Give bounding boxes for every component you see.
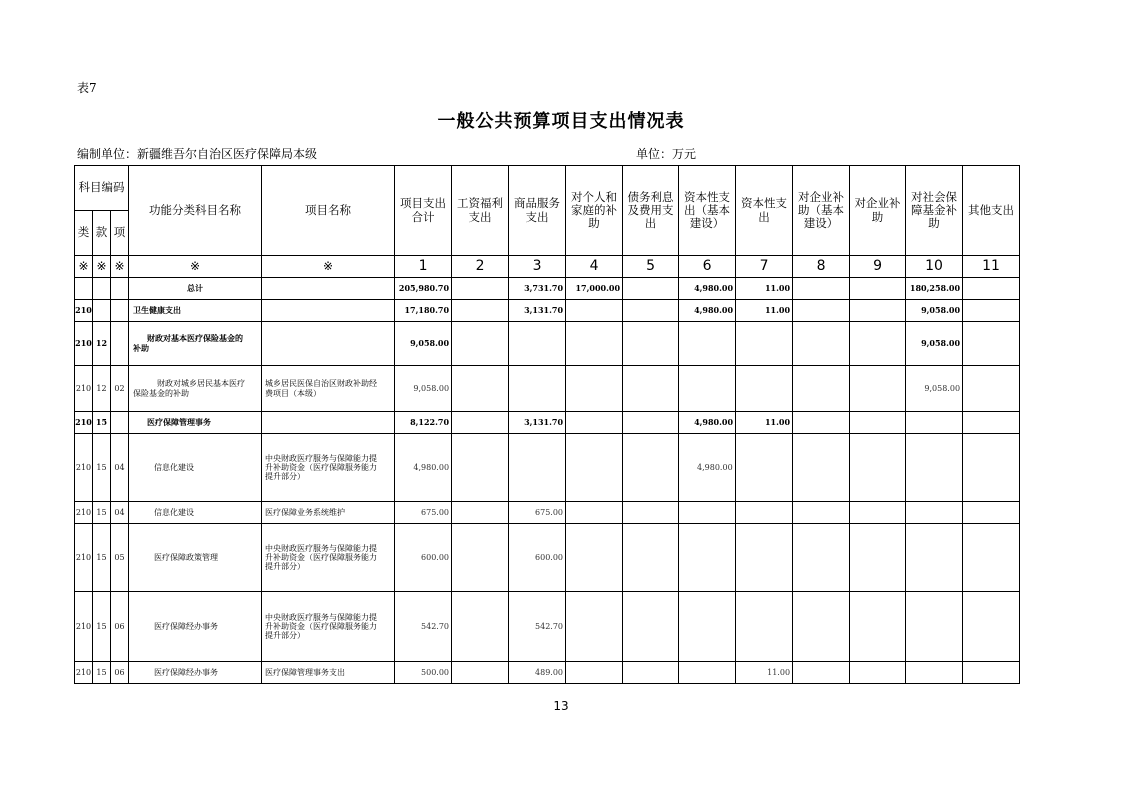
project-name-line: 提升部分） <box>265 631 306 641</box>
cell-project-name <box>262 366 395 412</box>
cell-social <box>906 434 963 502</box>
cell-enterprise-basic <box>793 592 850 662</box>
func-name-line: 保险基金的补助 <box>133 388 190 398</box>
cell-kuan: 15 <box>93 524 111 592</box>
cell-other <box>963 300 1020 322</box>
index-cell: ※ <box>111 256 129 278</box>
header-lei: 类 <box>75 211 93 256</box>
header-goods: 商品服务支出 <box>509 166 566 256</box>
project-name-line: 费项目（本级） <box>265 388 322 398</box>
project-name-line: 升补助资金（医疗保障服务能力 <box>265 621 378 631</box>
cell-capital <box>736 592 793 662</box>
table-number: 表7 <box>77 81 97 95</box>
cell-individual <box>566 502 623 524</box>
cell-kuan: 15 <box>93 434 111 502</box>
cell-kuan: 15 <box>93 662 111 684</box>
header-debt: 债务利息及费用支出 <box>623 166 679 256</box>
cell-lei: 210 <box>75 662 93 684</box>
cell-func-name: 医疗保障管理事务 <box>129 412 262 434</box>
cell-individual <box>566 434 623 502</box>
cell-xiang <box>111 322 129 366</box>
cell-goods <box>509 434 566 502</box>
cell-enterprise <box>850 524 906 592</box>
cell-project-name <box>262 592 395 662</box>
cell-lei: 210 <box>75 322 93 366</box>
cell-enterprise <box>850 502 906 524</box>
cell-capital-basic: 4,980.00 <box>679 412 736 434</box>
index-cell: ※ <box>93 256 111 278</box>
index-cell: 7 <box>736 256 793 278</box>
cell-lei: 210 <box>75 592 93 662</box>
cell-individual <box>566 300 623 322</box>
cell-project-name <box>262 524 395 592</box>
cell-individual <box>566 592 623 662</box>
cell-func-name: 总计 <box>129 278 262 300</box>
table-row <box>75 322 1020 366</box>
table-row <box>75 300 1020 322</box>
cell-enterprise <box>850 434 906 502</box>
cell-goods: 3,131.70 <box>509 412 566 434</box>
cell-social: 180,258.00 <box>906 278 963 300</box>
cell-salary <box>452 524 509 592</box>
project-name-line: 城乡居民医保自治区财政补助经 <box>265 379 378 389</box>
cell-social: 9,058.00 <box>906 366 963 412</box>
table-row <box>75 662 1020 684</box>
index-cell: ※ <box>75 256 93 278</box>
cell-debt <box>623 300 679 322</box>
cell-capital <box>736 502 793 524</box>
header-salary: 工资福利支出 <box>452 166 509 256</box>
cell-goods: 542.70 <box>509 592 566 662</box>
cell-xiang <box>111 412 129 434</box>
cell-enterprise-basic <box>793 300 850 322</box>
table-row <box>75 412 1020 434</box>
cell-enterprise <box>850 322 906 366</box>
cell-capital <box>736 524 793 592</box>
page-number: 13 <box>553 699 569 713</box>
header-enterprise: 对企业补助 <box>850 166 906 256</box>
header-func-name: 功能分类科目名称 <box>129 166 262 256</box>
index-cell: 3 <box>509 256 566 278</box>
cell-enterprise-basic <box>793 502 850 524</box>
header-capital: 资本性支出 <box>736 166 793 256</box>
cell-individual: 17,000.00 <box>566 278 623 300</box>
budget-table <box>74 165 1020 684</box>
cell-func-name: 信息化建设 <box>129 502 262 524</box>
cell-func-name: 医疗保障经办事务 <box>129 592 262 662</box>
cell-debt <box>623 412 679 434</box>
cell-project-name <box>262 322 395 366</box>
cell-enterprise-basic <box>793 366 850 412</box>
cell-debt <box>623 662 679 684</box>
cell-salary <box>452 502 509 524</box>
cell-capital: 11.00 <box>736 412 793 434</box>
cell-other <box>963 366 1020 412</box>
header-enterprise-basic: 对企业补助（基本建设） <box>793 166 850 256</box>
cell-kuan: 15 <box>93 412 111 434</box>
table-row <box>75 524 1020 592</box>
table-row <box>75 434 1020 502</box>
cell-goods <box>509 322 566 366</box>
cell-lei: 210 <box>75 366 93 412</box>
cell-capital-basic: 4,980.00 <box>679 278 736 300</box>
cell-kuan: 15 <box>93 502 111 524</box>
index-cell: 5 <box>623 256 679 278</box>
header-row-1 <box>75 166 1020 211</box>
cell-total: 205,980.70 <box>395 278 452 300</box>
index-cell: 8 <box>793 256 850 278</box>
cell-func-name: 医疗保障政策管理 <box>129 524 262 592</box>
table-row <box>75 592 1020 662</box>
cell-capital-basic <box>679 592 736 662</box>
header-social: 对社会保障基金补助 <box>906 166 963 256</box>
func-name-line: 财政对城乡居民基本医疗 <box>157 379 246 389</box>
cell-salary <box>452 278 509 300</box>
cell-func-name <box>129 366 262 412</box>
cell-social <box>906 412 963 434</box>
table-row <box>75 502 1020 524</box>
cell-enterprise-basic <box>793 322 850 366</box>
table-row <box>75 366 1020 412</box>
header-kuan: 款 <box>93 211 111 256</box>
cell-salary <box>452 322 509 366</box>
project-name-line: 中央财政医疗服务与保障能力提 <box>265 612 378 622</box>
cell-debt <box>623 524 679 592</box>
index-cell: 2 <box>452 256 509 278</box>
cell-func-name: 信息化建设 <box>129 434 262 502</box>
cell-lei: 210 <box>75 502 93 524</box>
cell-other <box>963 592 1020 662</box>
func-name-line: 补助 <box>133 342 150 353</box>
cell-total: 600.00 <box>395 524 452 592</box>
cell-salary <box>452 662 509 684</box>
index-cell: 11 <box>963 256 1020 278</box>
func-name-line: 财政对基本医疗保险基金的 <box>147 333 244 344</box>
cell-xiang: 06 <box>111 592 129 662</box>
cell-social <box>906 502 963 524</box>
cell-total: 4,980.00 <box>395 434 452 502</box>
cell-capital <box>736 434 793 502</box>
page-title: 一般公共预算项目支出情况表 <box>437 111 685 132</box>
cell-goods: 600.00 <box>509 524 566 592</box>
cell-enterprise-basic <box>793 434 850 502</box>
header-other: 其他支出 <box>963 166 1020 256</box>
cell-project-name <box>262 300 395 322</box>
cell-capital-basic <box>679 502 736 524</box>
unit-label: 单位：万元 <box>636 147 697 161</box>
cell-enterprise <box>850 300 906 322</box>
cell-other <box>963 502 1020 524</box>
cell-individual <box>566 662 623 684</box>
cell-func-name: 医疗保障经办事务 <box>129 662 262 684</box>
cell-social <box>906 592 963 662</box>
cell-kuan <box>93 278 111 300</box>
cell-other <box>963 662 1020 684</box>
index-row <box>75 256 1020 278</box>
cell-capital-basic: 4,980.00 <box>679 300 736 322</box>
cell-social: 9,058.00 <box>906 322 963 366</box>
cell-social <box>906 524 963 592</box>
cell-goods: 675.00 <box>509 502 566 524</box>
cell-xiang <box>111 300 129 322</box>
cell-debt <box>623 592 679 662</box>
cell-goods: 3,131.70 <box>509 300 566 322</box>
cell-salary <box>452 300 509 322</box>
header-total: 项目支出合计 <box>395 166 452 256</box>
cell-social: 9,058.00 <box>906 300 963 322</box>
cell-debt <box>623 278 679 300</box>
cell-xiang: 02 <box>111 366 129 412</box>
cell-salary <box>452 412 509 434</box>
project-name-line: 升补助资金（医疗保障服务能力 <box>265 462 378 472</box>
cell-enterprise <box>850 662 906 684</box>
cell-individual <box>566 366 623 412</box>
cell-total: 500.00 <box>395 662 452 684</box>
cell-xiang: 04 <box>111 502 129 524</box>
cell-lei: 210 <box>75 524 93 592</box>
cell-debt <box>623 434 679 502</box>
header-capital-basic: 资本性支出（基本建设） <box>679 166 736 256</box>
cell-xiang <box>111 278 129 300</box>
cell-goods <box>509 366 566 412</box>
cell-salary <box>452 592 509 662</box>
org-label: 编制单位：新疆维吾尔自治区医疗保障局本级 <box>77 147 318 161</box>
cell-total: 9,058.00 <box>395 366 452 412</box>
cell-func-name <box>129 322 262 366</box>
cell-enterprise <box>850 278 906 300</box>
cell-lei: 210 <box>75 412 93 434</box>
cell-enterprise-basic <box>793 412 850 434</box>
project-name-line: 提升部分） <box>265 472 306 482</box>
cell-project-name: 医疗保障管理事务支出 <box>262 662 395 684</box>
cell-capital-basic: 4,980.00 <box>679 434 736 502</box>
header-individual: 对个人和家庭的补助 <box>566 166 623 256</box>
cell-lei: 210 <box>75 434 93 502</box>
cell-capital-basic <box>679 524 736 592</box>
index-cell: 4 <box>566 256 623 278</box>
cell-capital-basic <box>679 662 736 684</box>
cell-total: 17,180.70 <box>395 300 452 322</box>
cell-lei: 210 <box>75 300 93 322</box>
cell-kuan: 12 <box>93 322 111 366</box>
cell-salary <box>452 434 509 502</box>
index-cell: ※ <box>262 256 395 278</box>
cell-other <box>963 434 1020 502</box>
index-cell: 9 <box>850 256 906 278</box>
cell-capital <box>736 322 793 366</box>
cell-xiang: 05 <box>111 524 129 592</box>
index-cell: 6 <box>679 256 736 278</box>
cell-project-name: 医疗保障业务系统维护 <box>262 502 395 524</box>
cell-xiang: 06 <box>111 662 129 684</box>
index-cell: 10 <box>906 256 963 278</box>
cell-enterprise <box>850 366 906 412</box>
cell-kuan: 15 <box>93 592 111 662</box>
cell-enterprise-basic <box>793 278 850 300</box>
index-cell: 1 <box>395 256 452 278</box>
cell-other <box>963 412 1020 434</box>
cell-goods: 489.00 <box>509 662 566 684</box>
header-xiang: 项 <box>111 211 129 256</box>
cell-capital-basic <box>679 366 736 412</box>
header-subject-code: 科目编码 <box>75 166 129 211</box>
cell-func-name: 卫生健康支出 <box>129 300 262 322</box>
cell-goods: 3,731.70 <box>509 278 566 300</box>
cell-total: 9,058.00 <box>395 322 452 366</box>
cell-total: 542.70 <box>395 592 452 662</box>
cell-kuan <box>93 300 111 322</box>
cell-enterprise-basic <box>793 524 850 592</box>
cell-capital: 11.00 <box>736 300 793 322</box>
cell-kuan: 12 <box>93 366 111 412</box>
cell-project-name <box>262 434 395 502</box>
cell-other <box>963 278 1020 300</box>
project-name-line: 升补助资金（医疗保障服务能力 <box>265 552 378 562</box>
project-name-line: 提升部分） <box>265 562 306 572</box>
cell-debt <box>623 502 679 524</box>
cell-debt <box>623 322 679 366</box>
cell-project-name <box>262 278 395 300</box>
cell-salary <box>452 366 509 412</box>
cell-social <box>906 662 963 684</box>
cell-individual <box>566 412 623 434</box>
project-name-line: 中央财政医疗服务与保障能力提 <box>265 543 378 553</box>
index-cell: ※ <box>129 256 262 278</box>
cell-project-name <box>262 412 395 434</box>
cell-other <box>963 322 1020 366</box>
header-project-name: 项目名称 <box>262 166 395 256</box>
cell-enterprise-basic <box>793 662 850 684</box>
cell-lei <box>75 278 93 300</box>
cell-capital: 11.00 <box>736 278 793 300</box>
table-row <box>75 278 1020 300</box>
cell-capital <box>736 366 793 412</box>
cell-total: 8,122.70 <box>395 412 452 434</box>
project-name-line: 中央财政医疗服务与保障能力提 <box>265 453 378 463</box>
cell-total: 675.00 <box>395 502 452 524</box>
cell-capital: 11.00 <box>736 662 793 684</box>
cell-other <box>963 524 1020 592</box>
cell-individual <box>566 322 623 366</box>
cell-capital-basic <box>679 322 736 366</box>
cell-enterprise <box>850 592 906 662</box>
cell-enterprise <box>850 412 906 434</box>
cell-xiang: 04 <box>111 434 129 502</box>
cell-individual <box>566 524 623 592</box>
cell-debt <box>623 366 679 412</box>
